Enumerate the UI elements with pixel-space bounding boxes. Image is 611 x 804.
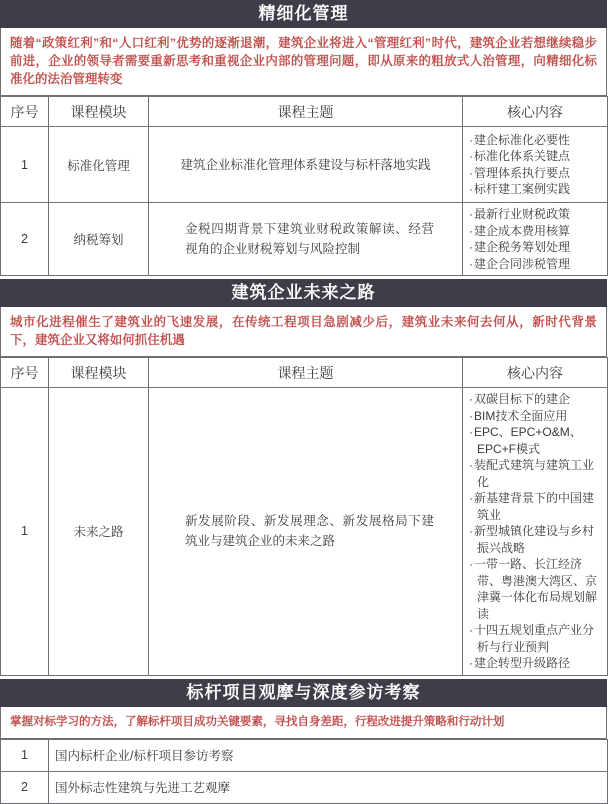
core-list-item: · 装配式建筑与建筑工业化 <box>469 457 601 490</box>
core-list-item: · EPC、EPC+O&M、EPC+F模式 <box>469 424 601 457</box>
section-description: 城市化进程催生了建筑业的飞速发展，在传统工程项目急剧减少后，建筑业未来何去何从，新时代背景下，建筑企业又将如何抓住机遇 <box>10 315 597 347</box>
section-title-banner: 标杆项目观摩与深度参访考察 <box>0 679 607 707</box>
section-title-banner: 精细化管理 <box>0 0 607 28</box>
cell-core-content <box>463 388 608 676</box>
section-fine-management <box>0 0 607 276</box>
core-list-item: · 建企合同涉税管理 <box>469 256 601 273</box>
core-list-item: · 十四五规划重点产业分析与行业预判 <box>469 622 601 655</box>
cell-module: 未来之路 <box>49 388 149 676</box>
cell-topic: 金税四期背景下建筑业财税政策解读、经营视角的企业财税筹划与风险控制 <box>149 203 463 276</box>
course-table-3 <box>0 739 608 804</box>
section-title-banner: 建筑企业未来之路 <box>0 279 607 307</box>
core-list-item: · BIM技术全面应用 <box>469 408 601 425</box>
section-future-road <box>0 279 607 676</box>
core-list-item: · 建企成本费用核算 <box>469 223 601 240</box>
column-header-index: 序号 <box>1 97 49 127</box>
section-description: 随着“政策红利”和“人口红利”优势的逐渐退潮，建筑企业将进入“管理红利”时代，建筑企业若想继续稳步前进，企业的领导者需要重新思考和重视企业内部的管理问题，即从原来的粗放式人治管理，向精细化标准化的法治管理转变 <box>10 36 597 86</box>
column-header-core: 核心内容 <box>463 97 608 127</box>
cell-index: 1 <box>1 388 49 676</box>
column-header-topic: 课程主题 <box>149 97 463 127</box>
cell-index: 2 <box>1 771 49 803</box>
section-benchmark-visit <box>0 679 607 804</box>
section-description-box <box>0 707 607 739</box>
core-list-item: · 建企税务筹划处理 <box>469 239 601 256</box>
table-row <box>1 203 608 276</box>
cell-core-content <box>463 203 608 276</box>
cell-module: 纳税筹划 <box>49 203 149 276</box>
cell-module: 标准化管理 <box>49 127 149 203</box>
core-list-item: · 新基建背景下的中国建筑业 <box>469 490 601 523</box>
core-list-item: · 最新行业财税政策 <box>469 206 601 223</box>
core-list-item: · 建企标准化必要性 <box>469 132 601 149</box>
cell-topic: 建筑企业标准化管理体系建设与标杆落地实践 <box>149 127 463 203</box>
table-row <box>1 739 608 771</box>
core-list-item: · 标杆建工案例实践 <box>469 181 601 198</box>
core-list <box>469 391 601 672</box>
core-list-item: · 新型城镇化建设与乡村振兴战略 <box>469 523 601 556</box>
core-list-item: · 双碳目标下的建企 <box>469 391 601 408</box>
cell-index: 1 <box>1 127 49 203</box>
course-table-2 <box>0 357 608 676</box>
cell-item-text: 国外标志性建筑与先进工艺观摩 <box>49 771 608 803</box>
core-list-item: · 一带一路、长江经济带、粤港澳大湾区、京津冀一体化布局规划解读 <box>469 556 601 622</box>
cell-topic: 新发展阶段、新发展理念、新发展格局下建筑业与建筑企业的未来之路 <box>149 388 463 676</box>
core-list-item: · 标准化体系关键点 <box>469 148 601 165</box>
core-list <box>469 132 601 198</box>
core-list <box>469 206 601 272</box>
table-row <box>1 388 608 676</box>
core-list-item: · 管理体系执行要点 <box>469 165 601 182</box>
table-row <box>1 127 608 203</box>
table-header-row <box>1 97 608 127</box>
cell-index: 1 <box>1 739 49 771</box>
section-description-box <box>0 28 607 96</box>
core-list-item: · 建企转型升级路径 <box>469 655 601 672</box>
section-description: 掌握对标学习的方法，了解标杆项目成功关键要素，寻找自身差距，行程改进提升策略和行动计划 <box>10 714 505 728</box>
column-header-topic: 课程主题 <box>149 358 463 388</box>
table-header-row <box>1 358 608 388</box>
section-description-box <box>0 307 607 357</box>
column-header-module: 课程模块 <box>49 97 149 127</box>
course-table-1 <box>0 96 608 276</box>
cell-item-text: 国内标杆企业/标杆项目参访考察 <box>49 739 608 771</box>
cell-index: 2 <box>1 203 49 276</box>
cell-core-content <box>463 127 608 203</box>
column-header-module: 课程模块 <box>49 358 149 388</box>
table-row <box>1 771 608 803</box>
column-header-index: 序号 <box>1 358 49 388</box>
column-header-core: 核心内容 <box>463 358 608 388</box>
